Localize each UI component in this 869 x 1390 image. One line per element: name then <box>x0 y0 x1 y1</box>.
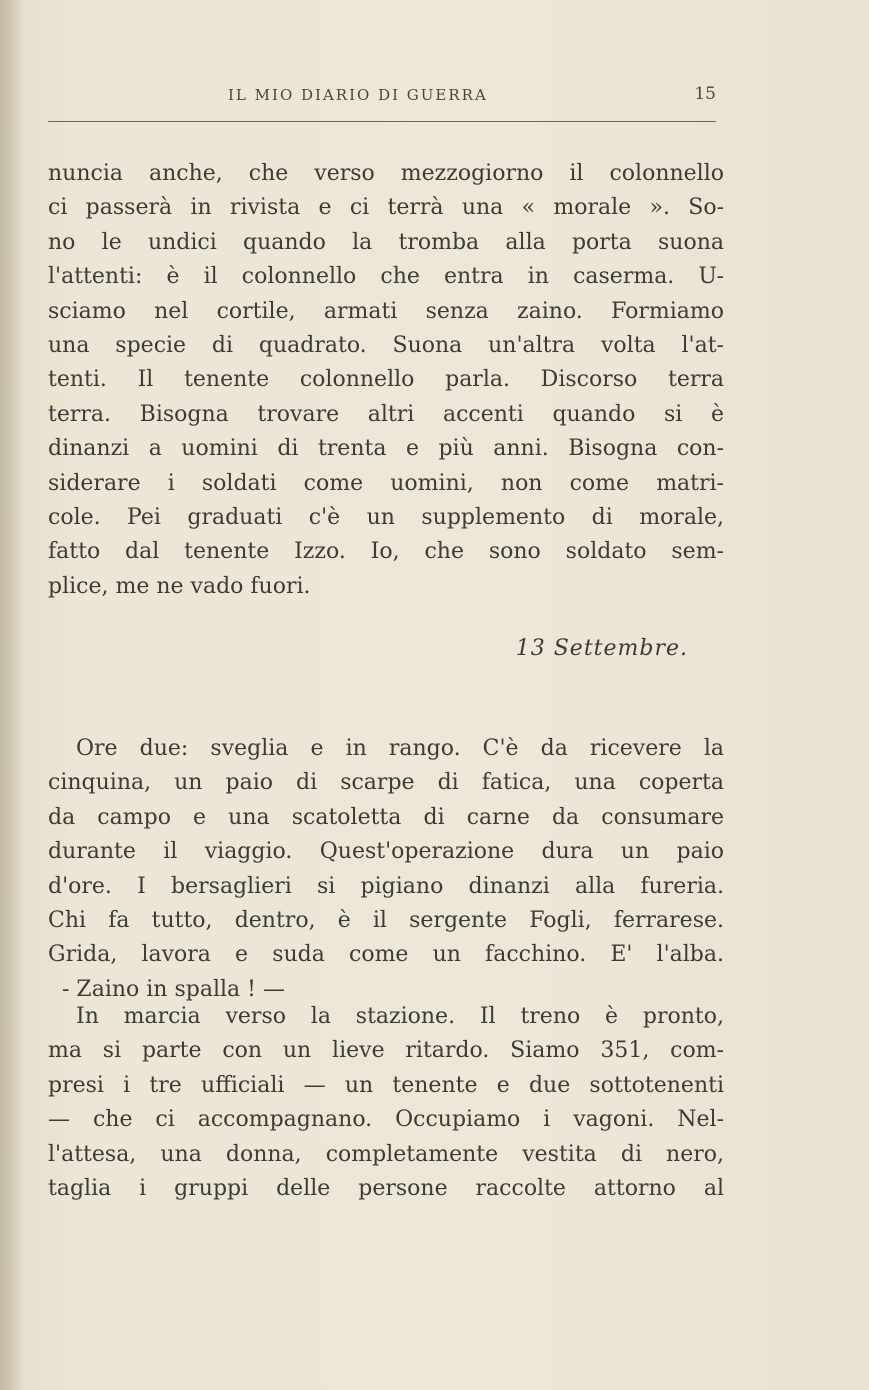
paragraph-one <box>48 157 724 604</box>
text-line: — che ci accompagnano. Occupiamo i vagoni. Nel- <box>48 1107 724 1133</box>
text-line: fatto dal tenente Izzo. Io, che sono soldato sem- <box>48 539 724 565</box>
text-line: Ore due: sveglia e in rango. C'è da ricevere la <box>76 736 724 761</box>
text-line: - Zaino in spalla ! — <box>62 976 285 1002</box>
dateline: 13 Settembre. <box>515 636 688 661</box>
text-line: da campo e una scatoletta di carne da consumare <box>48 804 724 830</box>
paragraph-two <box>48 732 724 1007</box>
spine-shadow <box>0 0 22 1390</box>
text-line: ma si parte con un lieve ritardo. Siamo 351, com- <box>48 1038 724 1064</box>
text-line: tenti. Il tenente colonnello parla. Discorso terra <box>48 367 724 393</box>
text-line: ci passerà in rivista e ci terrà una « morale ». So- <box>48 195 724 221</box>
text-line: cinquina, un paio di scarpe di fatica, una coperta <box>48 770 724 796</box>
paragraph-three <box>48 1000 724 1206</box>
text-line: durante il viaggio. Quest'operazione dura un paio <box>48 839 724 865</box>
text-line: cole. Pei graduati c'è un supplemento di morale, <box>48 504 724 530</box>
text-line: terra. Bisogna trovare altri accenti quando si è <box>48 401 724 427</box>
text-line: d'ore. I bersaglieri si pigiano dinanzi alla fureria. <box>48 873 724 899</box>
text-line: l'attenti: è il colonnello che entra in caserma. U- <box>48 264 724 290</box>
text-line: taglia i gruppi delle persone raccolte attorno al <box>48 1175 724 1201</box>
text-line: l'attesa, una donna, completamente vestita di nero, <box>48 1141 724 1167</box>
text-line: no le undici quando la tromba alla porta suona <box>48 229 724 255</box>
text-line: plice, me ne vado fuori. <box>48 573 311 599</box>
text-line: Grida, lavora e suda come un facchino. E' l'alba. <box>48 942 724 968</box>
text-line: siderare i soldati come uomini, non come matri- <box>48 470 724 496</box>
text-line: presi i tre ufficiali — un tenente e due sottotenenti <box>48 1072 724 1098</box>
header-rule <box>48 121 716 122</box>
text-line: sciamo nel cortile, armati senza zaino. Formiamo <box>48 298 724 324</box>
text-line: nuncia anche, che verso mezzogiorno il colonnello <box>48 161 724 186</box>
text-line: Chi fa tutto, dentro, è il sergente Fogli, ferrarese. <box>48 907 724 933</box>
text-line: In marcia verso la stazione. Il treno è pronto, <box>76 1004 724 1029</box>
page-number: 15 <box>694 84 716 104</box>
text-line: dinanzi a uomini di trenta e più anni. Bisogna con- <box>48 436 724 462</box>
page-header <box>48 86 720 110</box>
running-title: IL MIO DIARIO DI GUERRA <box>228 86 488 104</box>
text-line: una specie di quadrato. Suona un'altra volta l'at- <box>48 332 724 358</box>
